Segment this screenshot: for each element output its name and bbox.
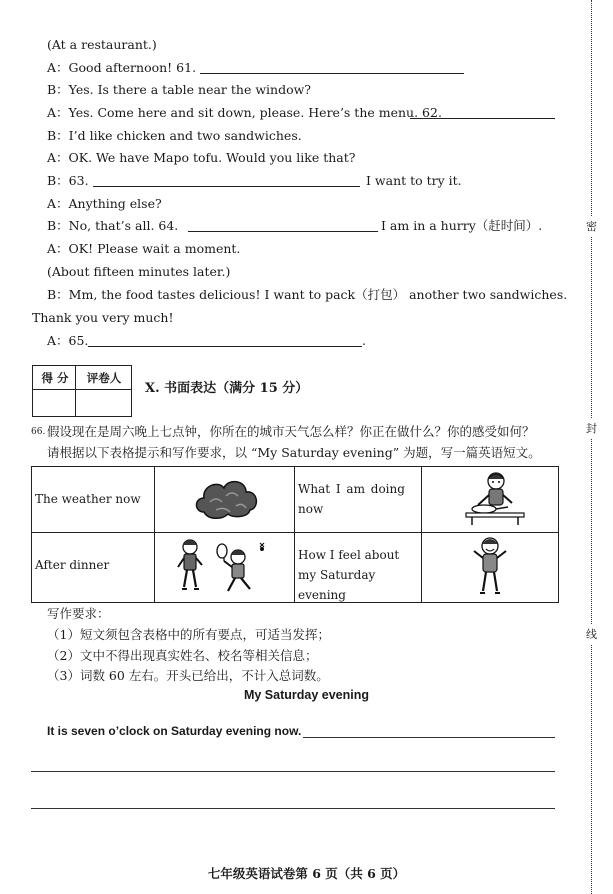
requirement-item: （1）短文须包含表格中的所有要点，可适当发挥；	[47, 627, 330, 642]
dialogue-line-64: B：No, that’s all. 64.	[47, 218, 179, 233]
question-prompt-line2: 请根据以下表格提示和写作要求，以 “My Saturday evening” 为题，写一篇英语短文。	[47, 445, 541, 460]
table-label-after-dinner: After dinner	[35, 558, 110, 572]
boys-playing-badminton-icon	[172, 537, 276, 597]
writing-line[interactable]	[31, 771, 555, 772]
writing-line[interactable]	[31, 808, 555, 809]
writing-line[interactable]	[303, 737, 555, 738]
answer-blank-62[interactable]	[410, 106, 555, 119]
dialogue-line-64-tail: I am in a hurry（赶时间）.	[381, 218, 543, 233]
dialogue-line: B：I’d like chicken and two sandwiches.	[47, 128, 302, 143]
binding-label-seal: 密	[586, 216, 597, 236]
answer-blank-63[interactable]	[93, 174, 360, 187]
cooking-boy-icon	[464, 471, 526, 527]
dialogue-line-63-tail: I want to try it.	[366, 173, 462, 188]
dialogue-line: (About fifteen minutes later.)	[47, 264, 231, 279]
table-prompt-feeling: How I feel about my Saturday evening	[298, 548, 400, 602]
question-number: 66.	[31, 427, 46, 437]
question-prompt-line1: 假设现在是周六晚上七点钟，你所在的城市天气怎么样？你正在做什么？你的感受如何？	[47, 424, 535, 439]
page-footer: 七年级英语试卷第 6 页（共 6 页）	[207, 866, 406, 881]
score-label: 得 分	[41, 371, 69, 385]
essay-first-line: It is seven o’clock on Saturday evening now.	[47, 724, 302, 738]
grader-label: 评卷人	[86, 371, 122, 385]
dialogue-line: A：OK. We have Mapo tofu. Would you like that?	[47, 150, 356, 165]
dialogue-line-65: A：65.	[47, 333, 89, 348]
dialogue-line-65-tail: .	[362, 333, 366, 348]
dialogue-line: B：Mm, the food tastes delicious! I want to pack（打包） another two sandwiches.	[47, 287, 568, 302]
cloud-icon	[192, 474, 262, 522]
binding-label-line: 线	[586, 624, 597, 644]
answer-blank-61[interactable]	[200, 61, 464, 74]
score-box	[32, 365, 132, 417]
table-prompt-doing: What I am doing now	[298, 482, 405, 516]
dialogue-text: A：Good afternoon! 61.	[47, 60, 197, 75]
table-label-weather: The weather now	[35, 492, 141, 506]
essay-title: My Saturday evening	[243, 688, 370, 702]
dialogue-line: Thank you very much!	[32, 310, 174, 325]
answer-blank-64[interactable]	[188, 219, 378, 232]
prompt-table	[31, 466, 559, 603]
section-title: X. 书面表达（满分 15 分）	[145, 381, 309, 396]
answer-blank-65[interactable]	[88, 334, 362, 347]
binding-line	[591, 0, 592, 894]
dialogue-line: A：Anything else?	[47, 196, 162, 211]
requirements-heading: 写作要求：	[47, 606, 110, 621]
dialogue-line: A：OK! Please wait a moment.	[47, 241, 241, 256]
scene-note: (At a restaurant.)	[47, 37, 157, 52]
binding-label-close: 封	[586, 418, 597, 438]
dialogue-line-62: A：Yes. Come here and sit down, please. Here’s the menu. 62.	[47, 105, 442, 120]
requirement-item: （3）词数 60 左右。开头已给出，不计入总词数。	[47, 668, 329, 683]
dialogue-line-63: B：63.	[47, 173, 89, 188]
dialogue-line: B：Yes. Is there a table near the window?	[47, 82, 311, 97]
requirement-item: （2）文中不得出现真实姓名、校名等相关信息；	[47, 648, 318, 663]
dialogue-line-61	[47, 60, 196, 76]
happy-boy-icon	[470, 535, 510, 599]
